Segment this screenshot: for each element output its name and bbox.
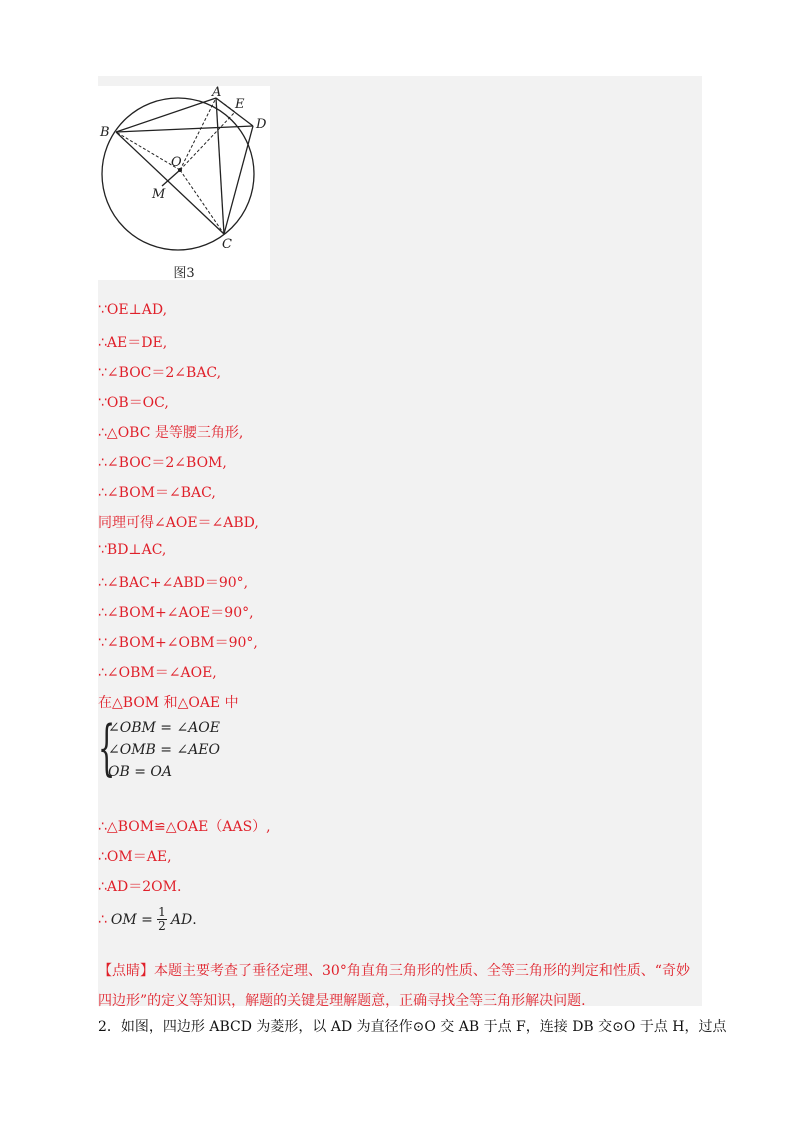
label-c: C	[222, 237, 232, 252]
brace-symbol: {	[98, 713, 116, 783]
solution-line: ∵OE⊥AD,	[98, 302, 168, 318]
question-text: 2．如图，四边形 ABCD 为菱形，以 AD 为直径作⊙O 交 AB 于点 F，连接 DB 交⊙O 于点 H，过点	[98, 1019, 727, 1035]
final-right: AD	[170, 911, 193, 928]
solution-line: ∵∠BOM+∠OBM＝90°,	[98, 635, 258, 651]
solution-line: ∴∠BOM+∠AOE＝90°,	[98, 605, 254, 621]
label-m: M	[152, 187, 166, 202]
solution-line: ∴∠OBM＝∠AOE,	[98, 665, 217, 681]
circle-o	[102, 98, 254, 250]
solution-line: ∴AD＝2OM.	[98, 879, 182, 895]
equation-system	[98, 713, 258, 783]
solution-line: ∴∠BAC+∠ABD＝90°,	[98, 575, 249, 591]
segment-bc	[116, 132, 224, 234]
segment-dc	[224, 126, 253, 234]
final-result-line: ∴ OM = $\frac{1}{2}$ AD .	[98, 905, 197, 933]
system-row: OB = OA	[108, 764, 172, 780]
system-row: ∠OMB = ∠AEO	[108, 742, 220, 758]
geometry-figure	[98, 86, 270, 280]
solution-line: ∵OB＝OC,	[98, 395, 169, 411]
segment-oe	[180, 112, 235, 170]
solution-line: ∴OM＝AE,	[98, 849, 172, 865]
system-row: ∠OBM = ∠AOE	[108, 720, 220, 736]
label-b: B	[100, 125, 110, 140]
note-text: 本题主要考查了垂径定理、30°角直角三角形的性质、全等三角形的判定和性质、“奇妙四边形”的定义等知识，解题的关键是理解题意，正确寻找全等三角形解决问题.	[98, 963, 690, 1009]
figure-caption: 图3	[173, 266, 195, 281]
final-left: OM =	[110, 911, 153, 928]
solution-line: ∴△BOM≌△OAE（AAS）,	[98, 819, 271, 835]
note-tag: 【点睛】	[98, 963, 154, 979]
circle-diagram	[98, 86, 270, 262]
solution-line: ∴∠BOC＝2∠BOM,	[98, 455, 227, 471]
label-o: O	[171, 155, 182, 170]
solution-line: ∴AE＝DE,	[98, 335, 168, 351]
segment-bd	[116, 126, 253, 132]
label-d: D	[256, 117, 267, 132]
segment-ac	[216, 98, 224, 234]
key-point-note	[98, 956, 702, 1016]
solution-line: ∵BD⊥AC,	[98, 542, 167, 558]
solution-line: ∴∠BOM＝∠BAC,	[98, 485, 216, 501]
solution-line: ∵∠BOC＝2∠BAC,	[98, 365, 222, 381]
fraction-one-half: $\frac{1}{2}$	[158, 905, 166, 933]
label-e: E	[235, 97, 245, 112]
solution-line: 同理可得∠AOE＝∠ABD,	[98, 515, 259, 531]
label-a: A	[212, 86, 222, 100]
solution-line: 在△BOM 和△OAE 中	[98, 695, 239, 711]
solution-line: ∴△OBC 是等腰三角形,	[98, 425, 244, 441]
segment-oc	[180, 170, 224, 234]
